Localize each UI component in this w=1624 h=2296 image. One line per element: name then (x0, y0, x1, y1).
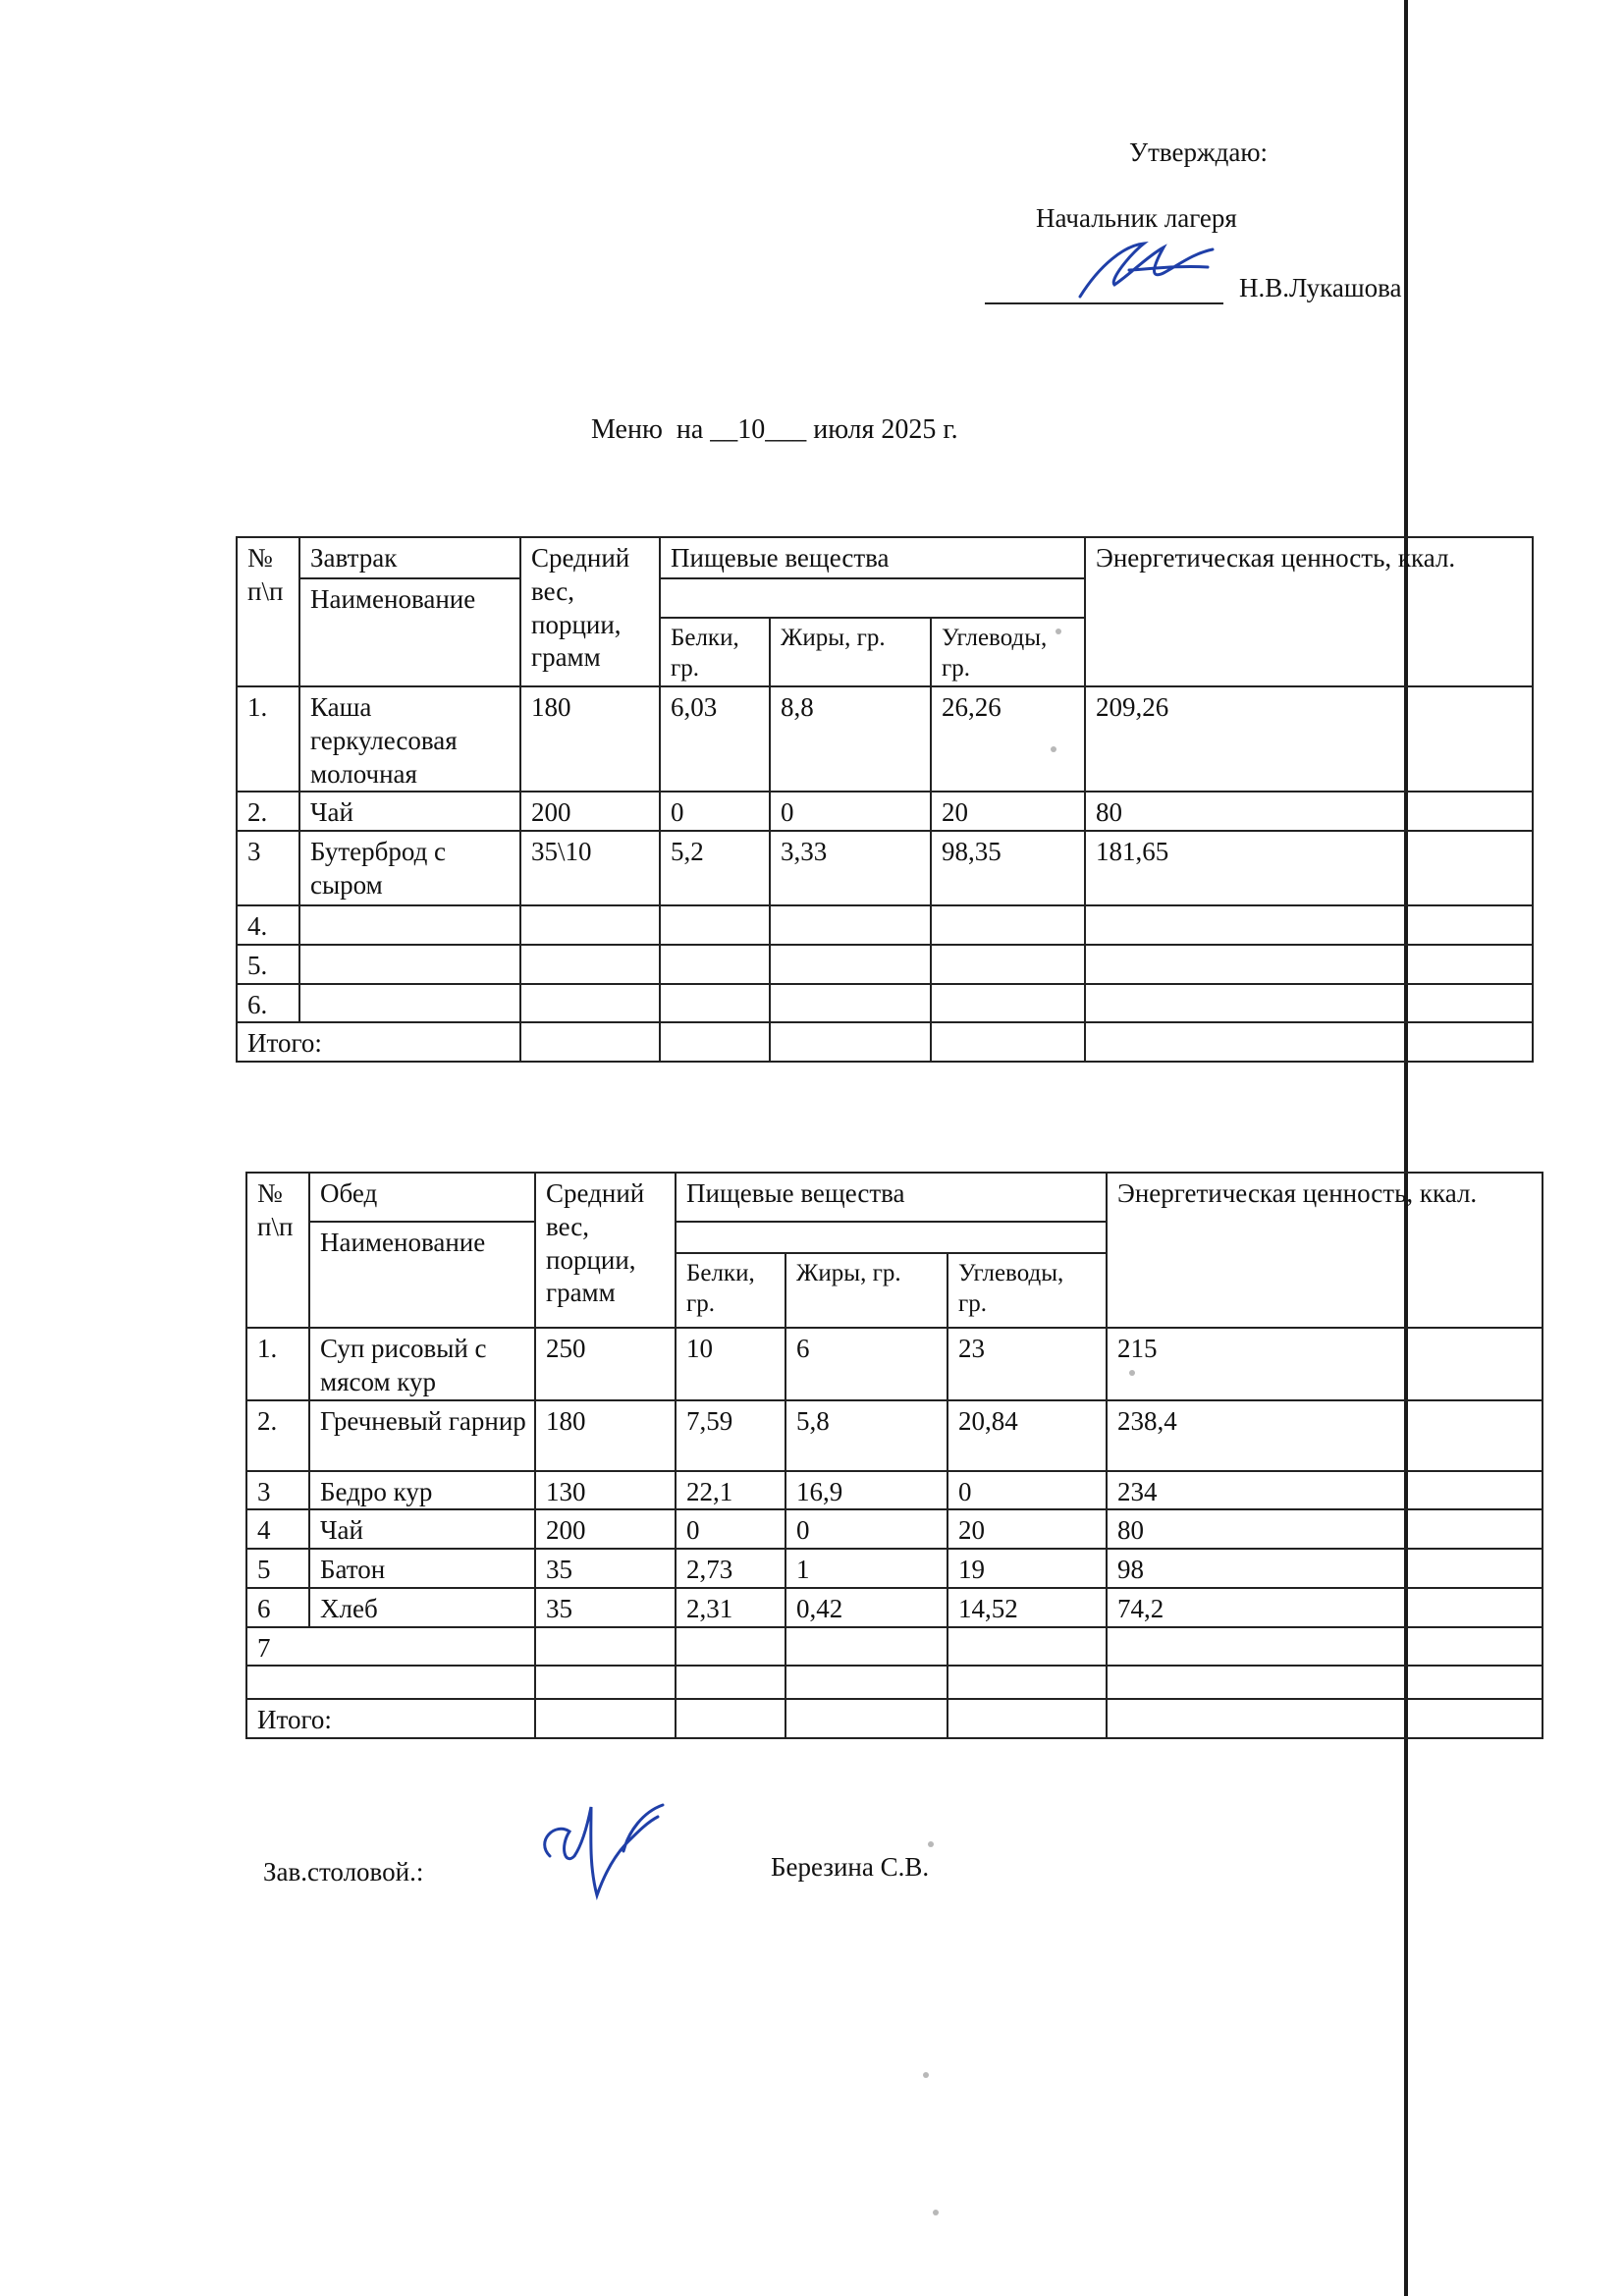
table-row (246, 1549, 1543, 1588)
dish-fat: 5,8 (785, 1400, 947, 1471)
table-row (246, 1666, 1543, 1699)
row-number: 4 (246, 1509, 309, 1549)
approval-heading: Утверждаю: (1129, 137, 1269, 167)
col-header-carbs: Углеводы, гр. (947, 1253, 1107, 1328)
table-row (237, 945, 1533, 984)
dish-weight: 35\10 (520, 831, 660, 905)
dish-fat: 3,33 (770, 831, 931, 905)
dish-weight: 35 (535, 1549, 676, 1588)
dish-energy: 238,4 (1107, 1400, 1543, 1471)
dish-weight: 130 (535, 1471, 676, 1510)
dish-protein: 22,1 (676, 1471, 785, 1510)
row-number: 7 (246, 1627, 535, 1667)
dish-fat: 16,9 (785, 1471, 947, 1510)
menu-title: Меню на __10___ июля 2025 г. (591, 414, 958, 445)
dish-energy: 74,2 (1107, 1588, 1543, 1627)
dish-name: Гречневый гарнир (309, 1400, 535, 1471)
dish-name: Чай (309, 1509, 535, 1549)
dish-energy: 80 (1085, 792, 1533, 831)
table-row (246, 1509, 1543, 1549)
dish-protein: 0 (676, 1509, 785, 1549)
dish-name: Суп рисовый с мясом кур (309, 1328, 535, 1400)
dish-energy: 80 (1107, 1509, 1543, 1549)
col-header-weight: Средний вес, порции, грамм (520, 537, 660, 686)
row-number: 4. (237, 905, 299, 945)
total-row (237, 1022, 1533, 1062)
meal-label: Завтрак (299, 537, 520, 578)
row-number: 3 (246, 1471, 309, 1510)
dish-fat: 0 (770, 792, 931, 831)
canteen-head-signature (530, 1797, 687, 1905)
table-row (246, 1627, 1543, 1667)
dish-name: Каша геркулесовая молочная (299, 686, 520, 792)
dish-protein: 2,31 (676, 1588, 785, 1627)
dish-carbs: 20 (947, 1509, 1107, 1549)
dish-protein: 7,59 (676, 1400, 785, 1471)
dish-weight: 200 (520, 792, 660, 831)
dish-weight: 250 (535, 1328, 676, 1400)
col-header-number: № п\п (237, 537, 299, 686)
table-row (237, 686, 1533, 792)
col-header-weight: Средний вес, порции, грамм (535, 1173, 676, 1328)
dish-fat: 0 (785, 1509, 947, 1549)
dish-carbs: 23 (947, 1328, 1107, 1400)
row-number: 2. (246, 1400, 309, 1471)
total-label: Итого: (237, 1022, 520, 1062)
dish-energy: 215 (1107, 1328, 1543, 1400)
dish-energy: 209,26 (1085, 686, 1533, 792)
col-header-fat: Жиры, гр. (770, 618, 931, 686)
dish-energy: 181,65 (1085, 831, 1533, 905)
dish-protein: 10 (676, 1328, 785, 1400)
nutrients-spacer (660, 578, 1085, 618)
col-header-protein: Белки, гр. (660, 618, 770, 686)
row-number: 2. (237, 792, 299, 831)
dish-name: Чай (299, 792, 520, 831)
dish-protein: 6,03 (660, 686, 770, 792)
dish-carbs: 20 (931, 792, 1085, 831)
col-header-nutrients: Пищевые вещества (660, 537, 1085, 578)
table-row (237, 792, 1533, 831)
dish-carbs: 98,35 (931, 831, 1085, 905)
dish-fat: 1 (785, 1549, 947, 1588)
dish-energy: 234 (1107, 1471, 1543, 1510)
dish-name: Хлеб (309, 1588, 535, 1627)
scan-speck (933, 2210, 939, 2215)
dish-weight: 35 (535, 1588, 676, 1627)
row-number: 1. (246, 1328, 309, 1400)
breakfast-table (236, 536, 1534, 1063)
chief-name: Н.В.Лукашова (1239, 273, 1402, 302)
canteen-head-label: Зав.столовой.: (263, 1857, 424, 1886)
dish-protein: 5,2 (660, 831, 770, 905)
meal-label: Обед (309, 1173, 535, 1222)
row-number: 1. (237, 686, 299, 792)
dish-carbs: 14,52 (947, 1588, 1107, 1627)
dish-protein: 0 (660, 792, 770, 831)
dish-weight: 200 (535, 1509, 676, 1549)
dish-carbs: 0 (947, 1471, 1107, 1510)
dish-fat: 0,42 (785, 1588, 947, 1627)
col-header-protein: Белки, гр. (676, 1253, 785, 1328)
chief-title: Начальник лагеря (1036, 203, 1237, 233)
col-header-name: Наименование (299, 578, 520, 686)
row-number: 5. (237, 945, 299, 984)
col-header-name: Наименование (309, 1222, 535, 1328)
dish-carbs: 20,84 (947, 1400, 1107, 1471)
col-header-carbs: Углеводы, гр. (931, 618, 1085, 686)
dish-weight: 180 (535, 1400, 676, 1471)
dish-name: Батон (309, 1549, 535, 1588)
row-number: 6. (237, 984, 299, 1023)
col-header-nutrients: Пищевые вещества (676, 1173, 1107, 1222)
total-label: Итого: (246, 1699, 535, 1738)
scan-edge-line (1404, 0, 1408, 2296)
dish-protein: 2,73 (676, 1549, 785, 1588)
nutrients-spacer (676, 1222, 1107, 1253)
table-row (246, 1400, 1543, 1471)
table-row (237, 984, 1533, 1023)
table-row (246, 1328, 1543, 1400)
canteen-head-name: Березина С.В. (771, 1852, 930, 1882)
col-header-energy: Энергетическая ценность, ккал. (1085, 537, 1533, 686)
chief-signature (1070, 226, 1218, 304)
total-row (246, 1699, 1543, 1738)
dish-fat: 6 (785, 1328, 947, 1400)
col-header-energy: Энергетическая ценность, ккал. (1107, 1173, 1543, 1328)
scan-speck (928, 1841, 934, 1847)
dish-name: Бутерброд с сыром (299, 831, 520, 905)
dish-name: Бедро кур (309, 1471, 535, 1510)
scan-speck (923, 2072, 929, 2078)
col-header-fat: Жиры, гр. (785, 1253, 947, 1328)
row-number (246, 1666, 535, 1699)
row-number: 5 (246, 1549, 309, 1588)
row-number: 3 (237, 831, 299, 905)
row-number: 6 (246, 1588, 309, 1627)
table-row (237, 905, 1533, 945)
dish-energy: 98 (1107, 1549, 1543, 1588)
table-row (237, 831, 1533, 905)
dish-carbs: 26,26 (931, 686, 1085, 792)
table-row (246, 1471, 1543, 1510)
dish-fat: 8,8 (770, 686, 931, 792)
col-header-number: № п\п (246, 1173, 309, 1328)
lunch-table (245, 1172, 1543, 1739)
dish-weight: 180 (520, 686, 660, 792)
table-row (246, 1588, 1543, 1627)
dish-carbs: 19 (947, 1549, 1107, 1588)
